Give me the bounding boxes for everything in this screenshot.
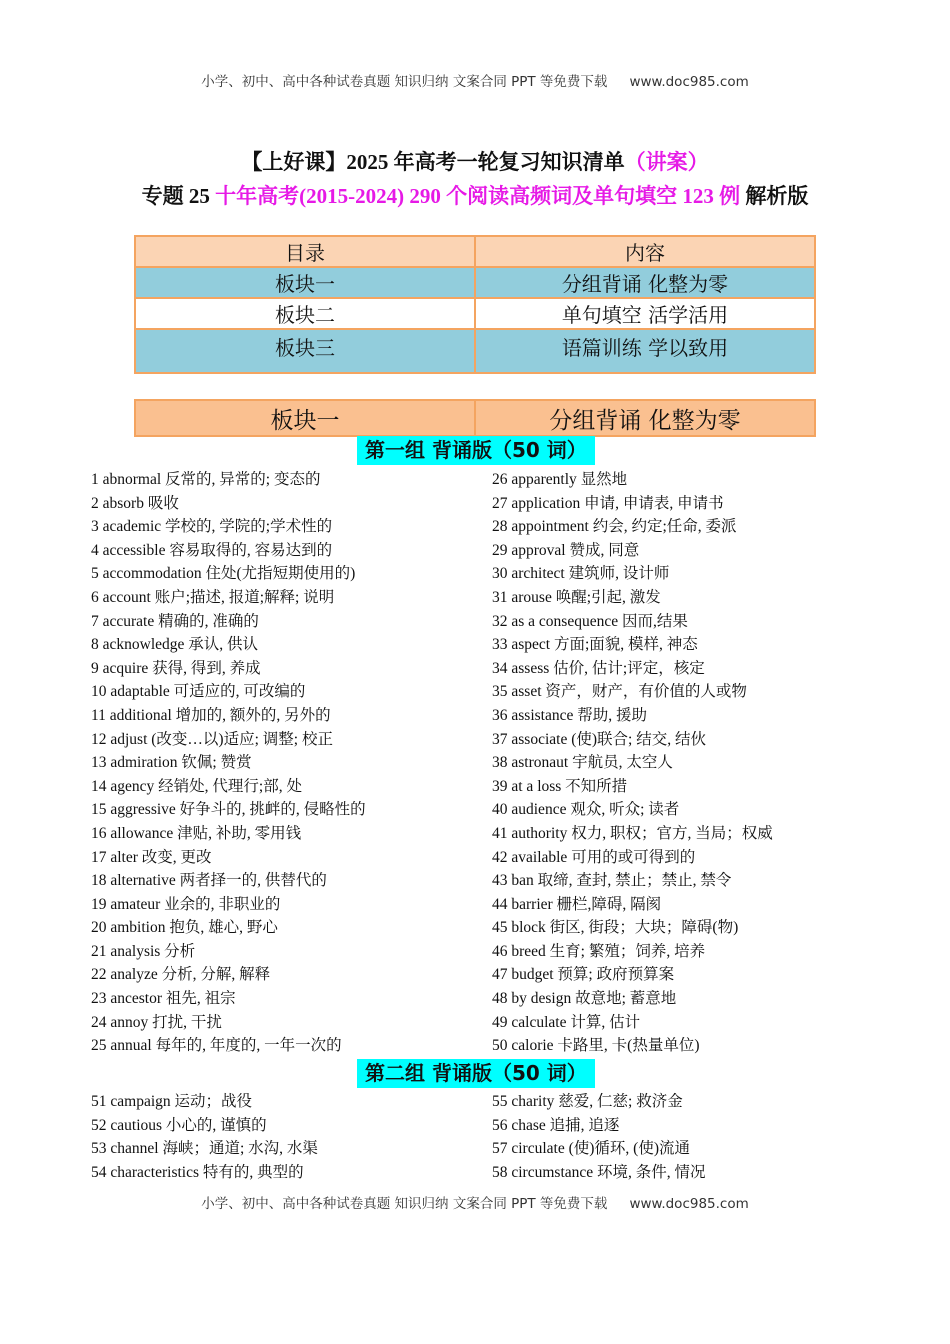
word-entry: 11 additional 增加的, 额外的, 另外的 [91, 706, 331, 724]
word-entry: 15 aggressive 好争斗的, 挑衅的, 侵略性的 [91, 801, 366, 819]
word-entry: 12 adjust (改变…以)适应; 调整; 校正 [91, 730, 333, 748]
word-entry: 46 breed 生育; 繁殖；饲养, 培养 [492, 942, 706, 960]
word-list-left [91, 1090, 318, 1184]
toc-header: 内容 [475, 236, 815, 267]
title-tag: （讲案） [624, 150, 709, 174]
word-entry: 4 accessible 容易取得的, 容易达到的 [91, 541, 333, 559]
word-entry: 5 accommodation 住处(尤指短期使用的) [91, 565, 356, 583]
toc-cell: 分组背诵 化整为零 [475, 267, 815, 298]
title-topic: 专题 25 [141, 184, 216, 208]
word-entry: 43 ban 取缔, 查封, 禁止；禁止, 禁令 [492, 872, 732, 890]
word-entry: 7 accurate 精确的, 准确的 [91, 612, 259, 630]
word-entry: 20 ambition 抱负, 雄心, 野心 [91, 919, 278, 937]
word-entry: 24 annoy 打扰, 干扰 [91, 1013, 222, 1031]
word-entry: 1 abnormal 反常的, 异常的; 变态的 [91, 471, 321, 488]
word-entry: 58 circumstance 环境, 条件, 情况 [492, 1163, 706, 1181]
word-entry: 35 asset 资产，财产，有价值的人或物 [492, 683, 747, 701]
word-entry: 26 apparently 显然地 [492, 471, 628, 488]
word-entry: 57 circulate (使)循环, (使)流通 [492, 1140, 690, 1158]
title-edition: 解析版 [740, 184, 809, 208]
title-main: 【上好课】2025 年高考一轮复习知识清单 [241, 150, 625, 174]
word-entry: 53 channel 海峡；通道; 水沟, 水渠 [91, 1140, 318, 1158]
toc-cell: 板块二 [135, 298, 475, 329]
toc-cell: 单句填空 活学活用 [475, 298, 815, 329]
word-entry: 19 amateur 业余的, 非职业的 [91, 895, 281, 913]
word-entry: 49 calculate 计算, 估计 [492, 1013, 641, 1031]
word-entry: 21 analysis 分析 [91, 942, 196, 960]
word-entry: 13 admiration 钦佩; 赞赏 [91, 754, 252, 772]
word-entry: 6 account 账户;描述, 报道;解释; 说明 [91, 588, 335, 606]
word-entry: 10 adaptable 可适应的, 可改编的 [91, 683, 306, 701]
word-entry: 39 at a loss 不知所措 [492, 777, 628, 795]
word-entry: 29 approval 赞成, 同意 [492, 541, 640, 559]
word-entry: 37 associate (使)联合; 结交, 结伙 [492, 730, 706, 748]
group-title: 第一组 背诵版（50 词） [357, 436, 595, 465]
word-entry: 50 calorie 卡路里, 卡(热量单位) [492, 1037, 700, 1055]
word-entry: 9 acquire 获得, 得到, 养成 [91, 659, 261, 677]
word-entry: 52 cautious 小心的, 谨慎的 [91, 1116, 267, 1134]
footer-url: www.doc985.com [629, 1196, 749, 1212]
word-entry: 30 architect 建筑师, 设计师 [492, 565, 670, 583]
word-entry: 22 analyze 分析, 分解, 解释 [91, 966, 271, 984]
word-entry: 36 assistance 帮助, 援助 [492, 706, 647, 724]
word-entry: 42 available 可用的或可得到的 [492, 848, 696, 866]
word-entry: 18 alternative 两者择一的, 供替代的 [91, 872, 327, 890]
word-entry: 16 allowance 津贴, 补助, 零用钱 [91, 824, 302, 842]
word-entry: 23 ancestor 祖先, 祖宗 [91, 990, 236, 1008]
word-list-right [492, 1090, 706, 1184]
word-list-right [492, 468, 773, 1058]
word-entry: 28 appointment 约会, 约定;任命, 委派 [492, 518, 737, 536]
word-entry: 56 chase 追捕, 追逐 [492, 1116, 620, 1134]
word-entry: 8 acknowledge 承认, 供认 [91, 636, 259, 654]
page-header [0, 70, 950, 90]
section-header [134, 399, 816, 437]
word-entry: 38 astronaut 宇航员, 太空人 [492, 754, 673, 772]
title-line-1 [0, 146, 950, 176]
word-entry: 3 academic 学校的, 学院的;学术性的 [91, 518, 333, 536]
word-entry: 47 budget 预算; 政府预算案 [492, 966, 675, 984]
word-entry: 55 charity 慈爱, 仁慈; 救济金 [492, 1093, 683, 1110]
word-entry: 27 application 申请, 申请表, 申请书 [492, 494, 724, 512]
word-entry: 17 alter 改变, 更改 [91, 848, 212, 866]
word-entry: 25 annual 每年的, 年度的, 一年一次的 [91, 1037, 342, 1055]
title-line-2 [0, 180, 950, 210]
word-entry: 40 audience 观众, 听众; 读者 [492, 801, 680, 819]
section-label: 板块一 [135, 400, 475, 436]
word-list-left [91, 468, 366, 1058]
group-title: 第二组 背诵版（50 词） [357, 1059, 595, 1088]
word-entry: 31 arouse 唤醒;引起, 激发 [492, 588, 661, 606]
header-text: 小学、初中、高中各种试卷真题 知识归纳 文案合同 PPT 等免费下载 [201, 74, 608, 90]
toc-cell: 板块一 [135, 267, 475, 298]
word-entry: 2 absorb 吸收 [91, 494, 179, 512]
word-entry: 32 as a consequence 因而,结果 [492, 612, 688, 630]
toc-header: 目录 [135, 236, 475, 267]
section-desc: 分组背诵 化整为零 [475, 400, 815, 436]
word-entry: 44 barrier 栅栏,障碍, 隔阂 [492, 895, 662, 913]
footer-text: 小学、初中、高中各种试卷真题 知识归纳 文案合同 PPT 等免费下载 [201, 1196, 608, 1212]
header-url: www.doc985.com [629, 74, 749, 90]
toc-cell: 板块三 [135, 329, 475, 373]
toc-cell: 语篇训练 学以致用 [475, 329, 815, 373]
word-entry: 45 block 街区, 街段；大块；障碍(物) [492, 919, 739, 937]
word-entry: 48 by design 故意地; 蓄意地 [492, 990, 677, 1008]
title-subject: 十年高考(2015-2024) 290 个阅读高频词及单句填空 123 例 [215, 184, 741, 208]
word-entry: 33 aspect 方面;面貌, 模样, 神态 [492, 636, 698, 654]
word-entry: 54 characteristics 特有的, 典型的 [91, 1163, 304, 1181]
word-entry: 34 assess 估价, 估计;评定，核定 [492, 659, 705, 677]
word-entry: 41 authority 权力, 职权；官方, 当局；权威 [492, 824, 773, 842]
word-entry: 51 campaign 运动；战役 [91, 1093, 253, 1110]
page-footer [0, 1192, 950, 1212]
toc-table [134, 235, 816, 374]
word-entry: 14 agency 经销处, 代理行;部, 处 [91, 777, 302, 795]
